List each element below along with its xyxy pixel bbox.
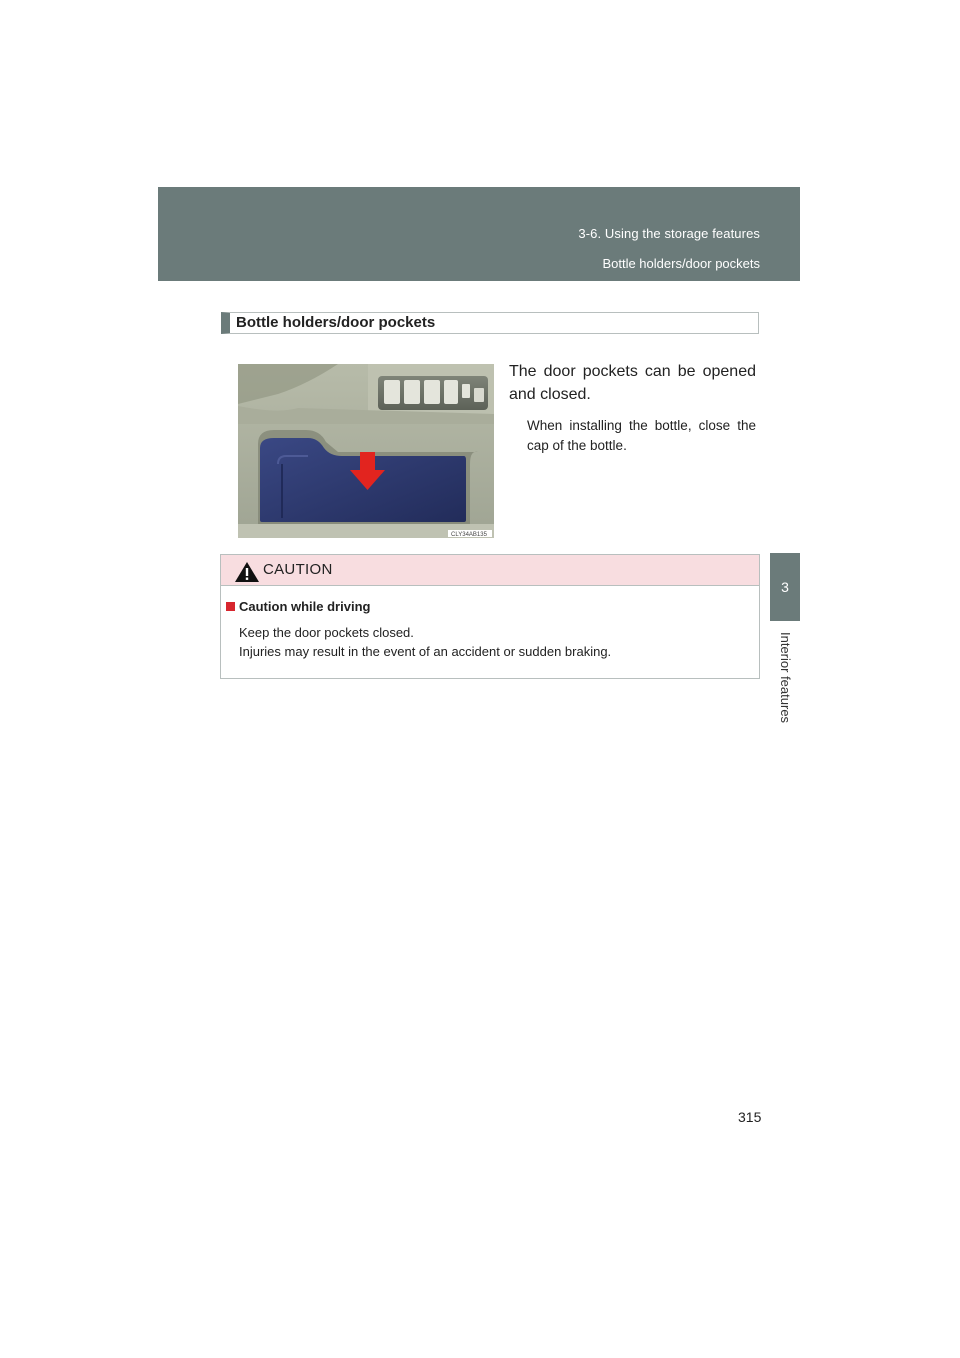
caution-label: CAUTION bbox=[263, 561, 333, 578]
chapter-title: 3-6. Using the storage features bbox=[578, 226, 760, 241]
chapter-tab bbox=[770, 553, 800, 621]
header-band bbox=[158, 187, 800, 281]
warning-triangle-icon bbox=[234, 561, 260, 583]
caution-subtitle-text: Caution while driving bbox=[239, 599, 371, 614]
page-number: 315 bbox=[738, 1109, 762, 1125]
body-main-text: The door pockets can be opened and closed. bbox=[509, 363, 756, 403]
section-title: Bottle holders/door pockets bbox=[236, 314, 436, 331]
chapter-tab-number: 3 bbox=[781, 579, 789, 595]
caution-header bbox=[221, 555, 759, 586]
caution-box bbox=[220, 554, 760, 679]
section-heading bbox=[221, 312, 759, 334]
chapter-tab-label: Interior features bbox=[778, 632, 793, 724]
caution-line: Injuries may result in the event of an accident or sudden braking. bbox=[239, 644, 612, 659]
door-pocket-photo bbox=[238, 364, 494, 538]
bullet-square-icon bbox=[226, 602, 235, 611]
caution-line: Keep the door pockets closed. bbox=[239, 625, 414, 640]
section-subtitle: Bottle holders/door pockets bbox=[602, 256, 760, 271]
body-sub-text: When installing the bottle, close the cap of the bottle. bbox=[527, 418, 756, 453]
figure-code: CLY34AB135 bbox=[451, 532, 487, 538]
caution-subtitle bbox=[226, 599, 370, 614]
